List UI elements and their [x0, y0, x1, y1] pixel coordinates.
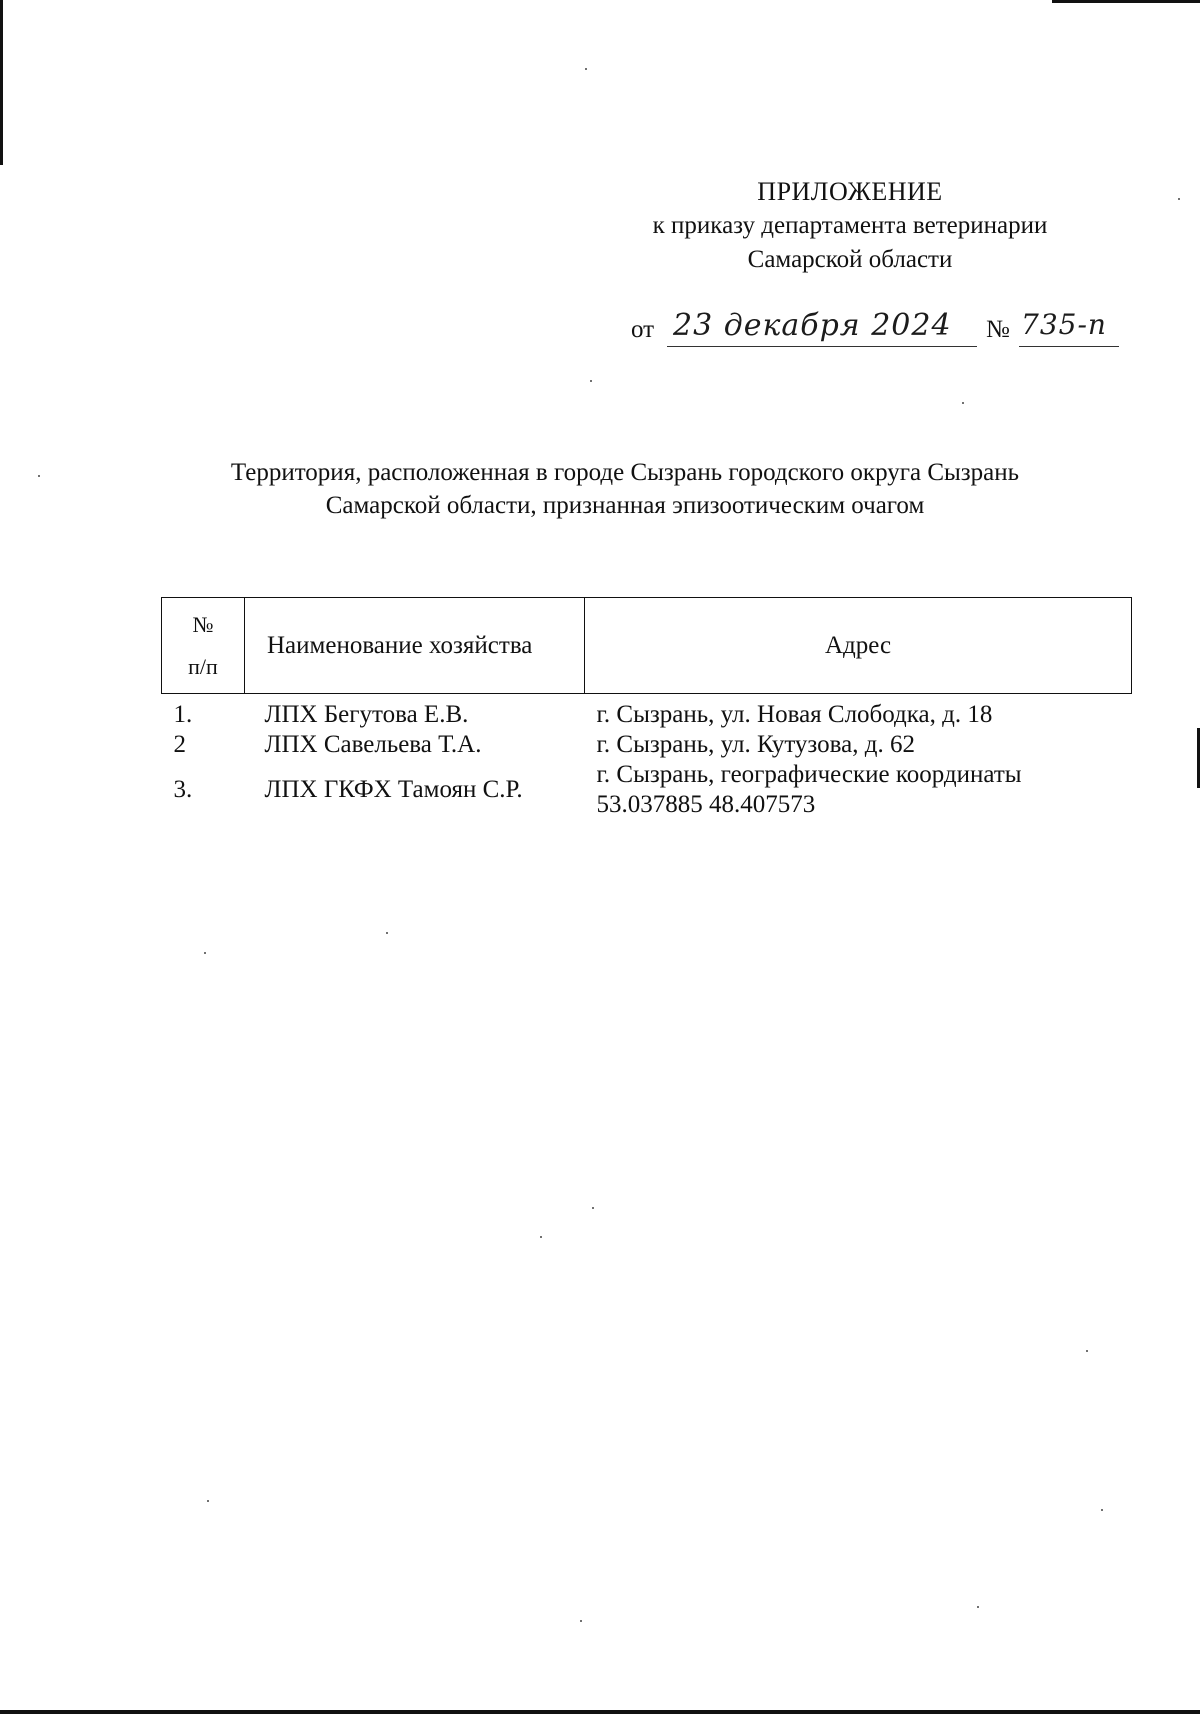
order-number-underline [1019, 346, 1119, 347]
table-row [162, 760, 1132, 820]
scan-speck [585, 68, 587, 70]
farms-table [161, 597, 1132, 820]
scan-speck [204, 952, 206, 954]
table-row [162, 694, 1132, 731]
scan-speck [580, 1620, 582, 1622]
scan-speck [38, 475, 40, 477]
row-address-coordinates: 53.037885 48.407573 [596, 791, 816, 818]
appendix-title: ПРИЛОЖЕНИЕ [757, 177, 943, 206]
table-row [162, 730, 1132, 760]
row-address: г. Сызрань, ул. Новая Слободка, д. 18 [596, 701, 993, 728]
order-number-handwritten: 735-п [1021, 308, 1107, 341]
header-number [162, 598, 245, 694]
appendix-header [600, 175, 1100, 277]
order-date-handwritten: 23 декабря 2024 [673, 308, 952, 343]
row-farm-name: ЛПХ Бегутова Е.В. [264, 701, 469, 728]
scan-speck [592, 1207, 594, 1209]
scan-speck [386, 932, 388, 934]
table-header-row [162, 598, 1132, 694]
scan-speck [1178, 198, 1180, 200]
order-reference [631, 300, 1131, 360]
appendix-region: Самарской области [747, 246, 953, 273]
scan-edge-bottom [0, 1710, 1200, 1714]
heading-line-1: Территория, расположенная в городе Сызрань городского округа Сызрань [230, 459, 1020, 486]
row-number: 3. [173, 776, 193, 803]
order-date-underline [667, 346, 977, 347]
scan-speck [207, 1500, 209, 1502]
row-address [585, 760, 1132, 820]
header-number-pp: п/п [188, 653, 218, 679]
scan-speck [1101, 1509, 1103, 1511]
row-farm-name: ЛПХ Савельева Т.А. [264, 731, 482, 758]
appendix-subtitle: к приказу департамента ветеринарии [652, 212, 1048, 239]
row-address: г. Сызрань, ул. Кутузова, д. 62 [596, 731, 915, 758]
scan-edge-left [0, 0, 3, 165]
row-number: 1. [173, 701, 193, 728]
order-from-label: от [631, 316, 655, 343]
order-number-label: № [986, 316, 1010, 343]
row-number: 2 [173, 731, 186, 758]
header-farm-name: Наименование хозяйства [245, 598, 585, 694]
scan-speck [540, 1236, 542, 1238]
scan-edge-top [1052, 0, 1200, 3]
heading-line-2: Самарской области, признанная эпизоотическим очагом [325, 492, 925, 519]
scan-speck [1086, 1350, 1088, 1352]
header-number-sign: № [192, 611, 214, 637]
header-address: Адрес [585, 598, 1132, 694]
scan-speck [962, 402, 964, 404]
scan-speck [977, 1606, 979, 1608]
scan-speck [590, 380, 592, 382]
document-heading [150, 456, 1100, 522]
row-address-line-1: г. Сызрань, географические координаты [596, 761, 1022, 788]
row-farm-name: ЛПХ ГКФХ Тамоян С.Р. [264, 776, 523, 803]
